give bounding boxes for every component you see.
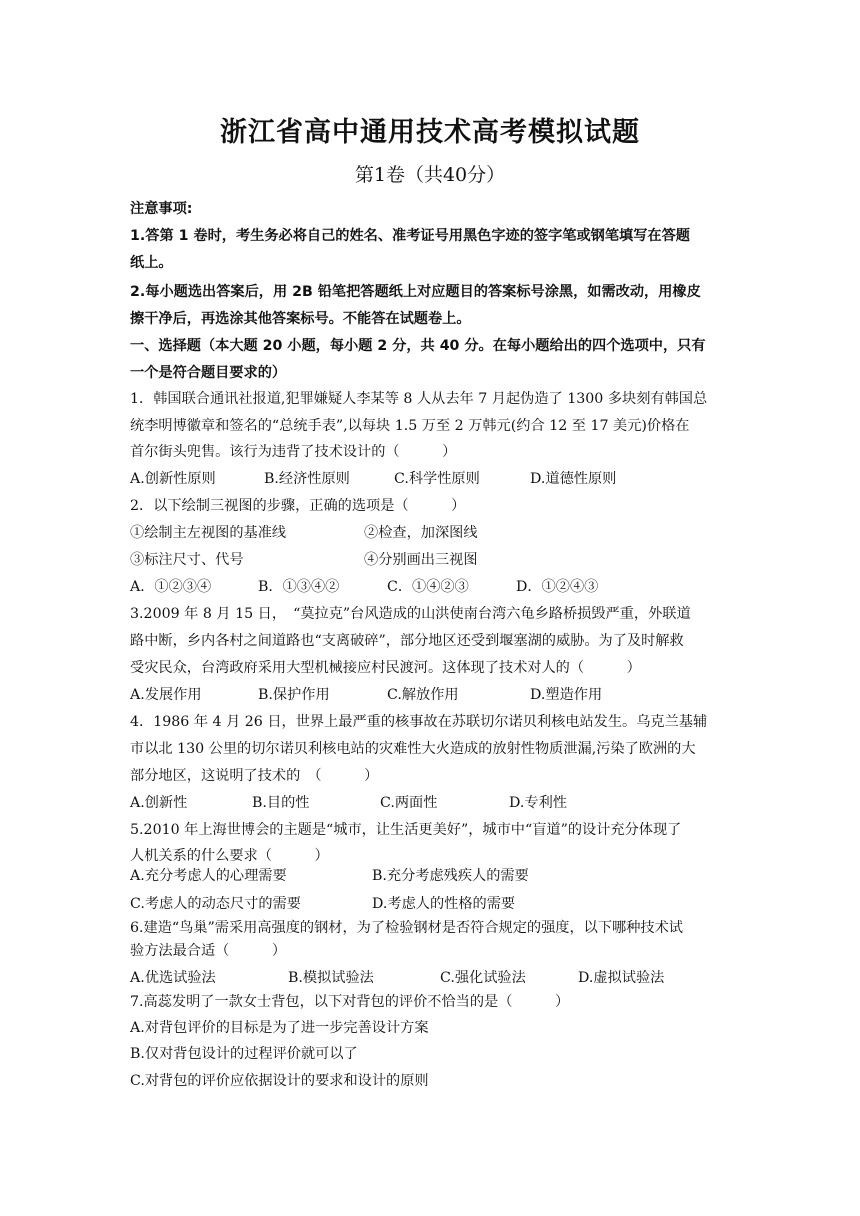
- question-2-step-2: ②检查，加深图线: [364, 525, 478, 541]
- question-1-option-a: A.创新性原则: [130, 471, 216, 487]
- question-2-step-4: ④分别画出三视图: [364, 552, 478, 568]
- question-2-option-a: A．①②③④: [130, 579, 212, 595]
- question-2-line-1: 2．以下绘制三视图的步骤，正确的选项是（ ）: [130, 498, 466, 514]
- question-7-line-1: 7.高蕊发明了一款女士背包，以下对背包的评价不恰当的是（ ）: [130, 994, 570, 1010]
- question-4-option-d: D.专利性: [509, 795, 567, 811]
- notes-item-2-line-1: 2.每小题选出答案后，用 2B 铅笔把答题纸上对应题目的答案标号涂黑，如需改动，用橡皮: [130, 284, 701, 300]
- question-6-option-d: D.虚拟试验法: [578, 970, 665, 986]
- section-heading-line-2: 一个是符合题目要求的）: [130, 365, 287, 381]
- question-5-option-a: A.充分考虑人的心理需要: [130, 868, 287, 884]
- section-heading-line-1: 一、选择题（本大题 20 小题，每小题 2 分，共 40 分。在每小题给出的四个选项中，只有: [130, 338, 706, 354]
- question-4-line-2: 市以北 130 公里的切尔诺贝利核电站的灾难性大火造成的放射性物质泄漏,污染了欧洲的大: [130, 741, 696, 757]
- question-2-step-1: ①绘制主左视图的基准线: [130, 525, 287, 541]
- notes-item-2-line-2: 擦干净后，再选涂其他答案标号。不能答在试题卷上。: [130, 311, 471, 327]
- notes-item-1-line-1: 1.答第 1 卷时，考生务必将自己的姓名、准考证号用黑色字迹的签字笔或钢笔填写在答题: [130, 228, 690, 244]
- question-7-option-a: A.对背包评价的目标是为了进一步完善设计方案: [130, 1020, 429, 1036]
- question-6-option-b: B.模拟试验法: [288, 970, 374, 986]
- question-4-option-a: A.创新性: [130, 795, 188, 811]
- question-1-line-1: 1．韩国联合通讯社报道,犯罪嫌疑人李某等 8 人从去年 7 月起伪造了 1300 多块刻有韩国总: [130, 391, 708, 407]
- question-3-option-d: D.塑造作用: [530, 687, 603, 703]
- question-6-line-2: 验方法最合适（ ）: [130, 943, 287, 959]
- question-5-line-2: 人机关系的什么要求（ ）: [130, 848, 329, 864]
- question-6-line-1: 6.建造“鸟巢”需采用高强度的钢材，为了检验钢材是否符合规定的强度，以下哪种技术试: [130, 920, 683, 936]
- question-3-line-1: 3.2009 年 8 月 15 日， “莫拉克”台风造成的山洪使南台湾六龟乡路桥损毁严重，外联道: [130, 606, 691, 622]
- question-1-option-c: C.科学性原则: [394, 471, 480, 487]
- page-subtitle: 第1卷（共40分）: [354, 164, 506, 186]
- question-3-option-b: B.保护作用: [258, 687, 330, 703]
- question-3-option-a: A.发展作用: [130, 687, 202, 703]
- question-7-option-b: B.仅对背包设计的过程评价就可以了: [130, 1046, 358, 1062]
- notes-heading: 注意事项:: [130, 201, 193, 217]
- question-1-option-b: B.经济性原则: [264, 471, 350, 487]
- question-5-line-1: 5.2010 年上海世博会的主题是“城市，让生活更美好”，城市中“盲道”的设计充分体现了: [130, 822, 682, 838]
- question-6-option-a: A.优选试验法: [130, 970, 216, 986]
- question-4-line-3: 部分地区，这说明了技术的 （ ）: [130, 768, 379, 784]
- question-1-line-2: 统李明博徽章和签名的“总统手表”,以每块 1.5 万至 2 万韩元(约合 12 至 17 美元)价格在: [130, 418, 690, 434]
- question-3-option-c: C.解放作用: [387, 687, 459, 703]
- question-3-line-3: 受灾民众，台湾政府采用大型机械接应村民渡河。这体现了技术对人的（ ）: [130, 660, 641, 676]
- notes-item-1-line-2: 纸上。: [130, 255, 173, 271]
- question-1-option-d: D.道德性原则: [530, 471, 617, 487]
- question-2-option-d: D．①②④③: [516, 579, 599, 595]
- question-6-option-c: C.强化试验法: [440, 970, 526, 986]
- question-5-option-b: B.充分考虑残疾人的需要: [372, 868, 529, 884]
- question-2-option-b: B．①③④②: [258, 579, 340, 595]
- question-2-step-3: ③标注尺寸、代号: [130, 552, 244, 568]
- question-5-option-c: C.考虑人的动态尺寸的需要: [130, 896, 301, 912]
- question-4-option-c: C.两面性: [380, 795, 438, 811]
- question-5-option-d: D.考虑人的性格的需要: [372, 896, 516, 912]
- question-1-line-3: 首尔街头兜售。该行为违背了技术设计的（ ）: [130, 444, 457, 460]
- question-2-option-c: C．①④②③: [387, 579, 469, 595]
- question-4-line-1: 4．1986 年 4 月 26 日，世界上最严重的核事故在苏联切尔诺贝利核电站发生。乌克兰基辅: [130, 714, 708, 730]
- question-3-line-2: 路中断，乡内各村之间道路也“支离破碎”，部分地区还受到堰塞湖的威胁。为了及时解救: [130, 633, 684, 649]
- question-7-option-c: C.对背包的评价应依据设计的要求和设计的原则: [130, 1073, 429, 1089]
- page-title: 浙江省高中通用技术高考模拟试题: [220, 117, 640, 148]
- question-4-option-b: B.目的性: [252, 795, 310, 811]
